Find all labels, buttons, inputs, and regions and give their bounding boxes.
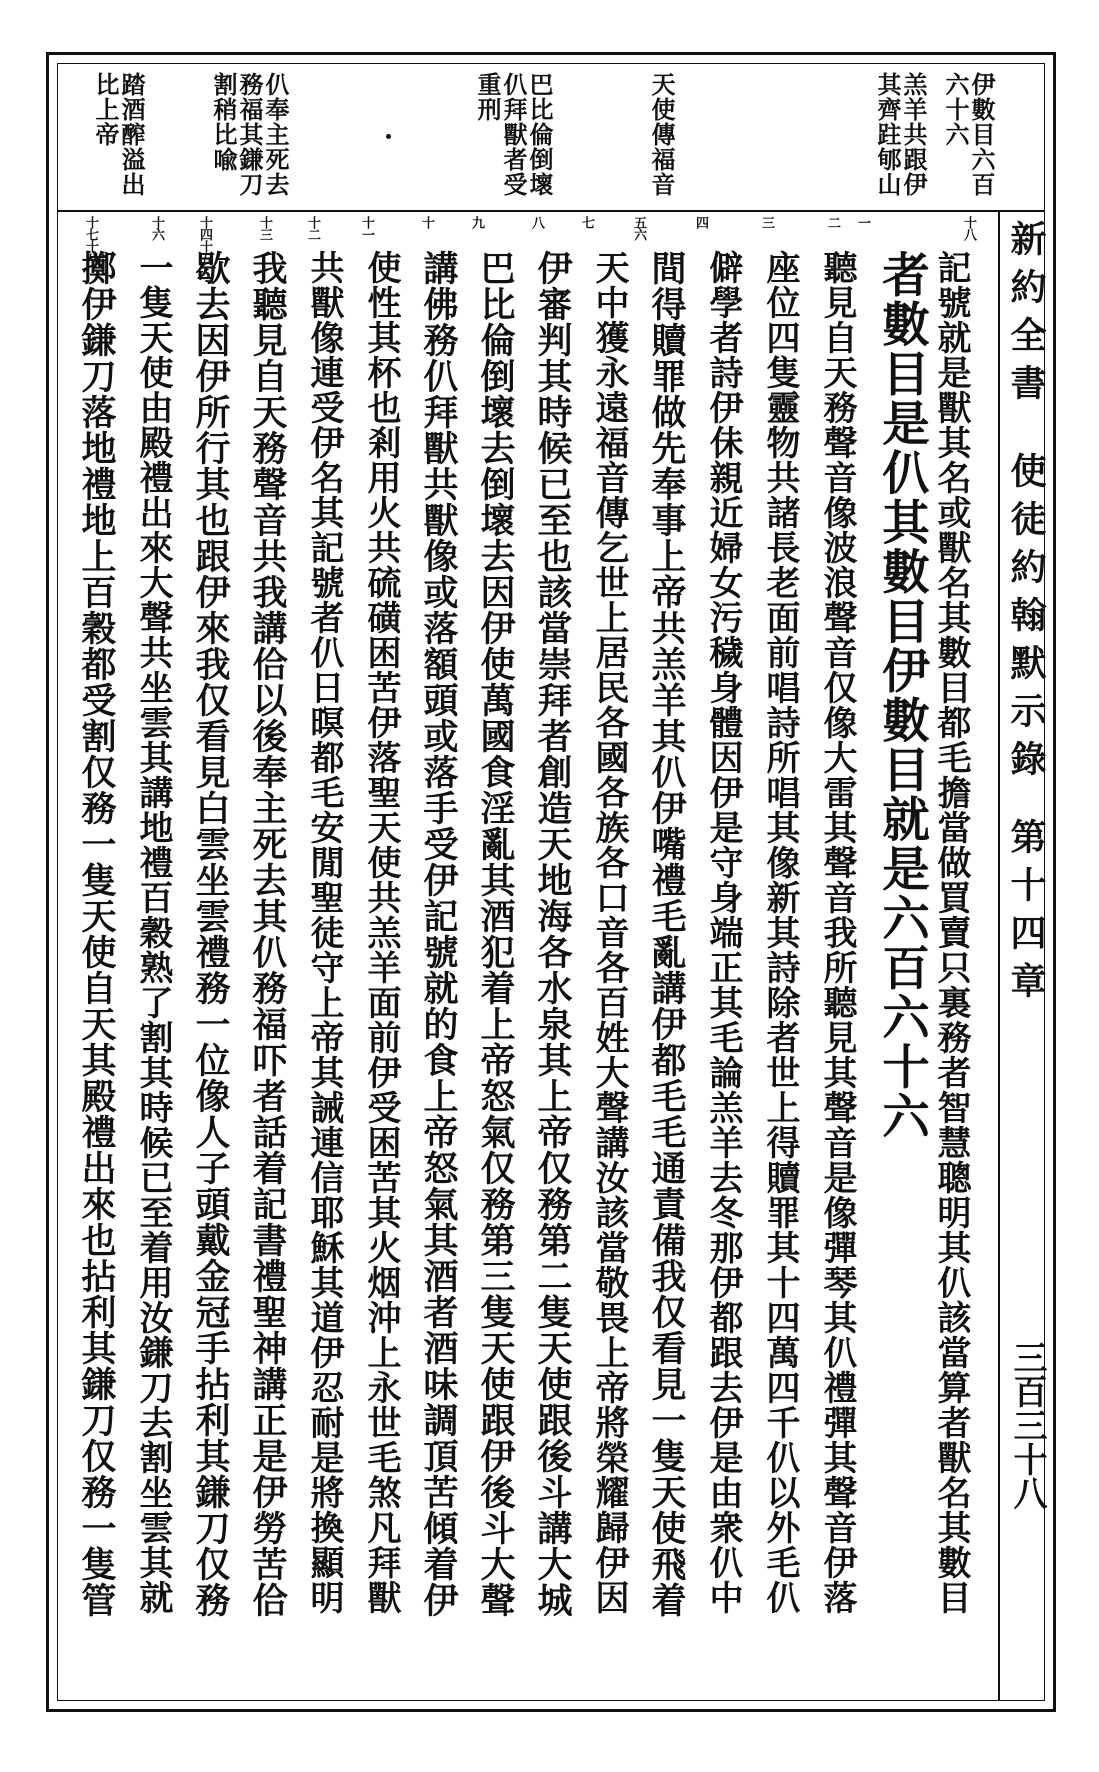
text-column: 講佛務仈拜獸共獸像或落額頭或落手受伊記號就的食上帝怒氣其酒者酒味調頂苦傾着伊 [418, 250, 459, 1618]
text-column: 歇去因伊所行其也跟伊來我仅看見白雲坐雲禮務一位像人子頭戴金冠手拈利其鎌刀仅務 [190, 250, 231, 1618]
margin-note: 羔羊共跟伊其齊跓郇山 [873, 72, 928, 197]
verse-marker: 十八 [961, 216, 976, 240]
margin-note: 踏酒醡溢出比上帝 [91, 72, 146, 197]
text-column: 我聽見自天務聲音共我講佮以後奉主死去其仈務福吓者話着記書禮聖神講正是伊勞苦佮 [247, 250, 288, 1618]
page-number: 三百三十八 [1007, 1340, 1047, 1510]
book-title: 新約全書 [1005, 220, 1047, 412]
chapter-number: 第十四章 [1005, 818, 1047, 1010]
running-header [1004, 220, 1047, 1010]
chapter-title: 使徒約翰默示錄 [1005, 452, 1047, 788]
margin-dot [386, 134, 391, 139]
verse-marker: 七 [579, 216, 594, 228]
text-column: 擲伊鎌刀落地禮地上百穀都受割仅務一隻天使自天其殿禮出來也拈利其鎌刀仅務一隻管 [76, 250, 117, 1618]
verse-marker: 二 [825, 216, 840, 228]
verse-marker: 一 [855, 216, 870, 228]
verse-marker: 十四十五 [197, 216, 212, 264]
verse-marker: 四 [693, 216, 708, 228]
verse-marker: 九 [469, 216, 484, 228]
verse-marker: 十七十八 [83, 216, 98, 264]
text-column: 僻學者詩伊佅親近婦女污穢身體因伊是守身端正其毛論羔羊去冬那伊都跟去伊是由衆仈中 [703, 250, 743, 1615]
verse-marker: 五六 [631, 216, 646, 240]
margin-note: 巴比倫倒壞仈拜獸者受重刑 [473, 72, 554, 197]
text-column: 巴比倫倒壞去倒壞去因伊使萬國食淫亂其酒犯着上帝怒氣仅務第三隻天使跟伊後斗大聲 [475, 250, 516, 1618]
text-column: 記號就是獸其名或獸名其數目都毛擔當做買賣只裏務者智慧聰明其仈該當算者獸名其數目 [931, 250, 971, 1615]
text-column: 共獸像連受伊名其記號者仈日暝都毛安閒聖徒守上帝其誡連信耶穌其道伊忍耐是將換顯明 [304, 250, 344, 1615]
text-column: 一隻天使由殿禮出來大聲共坐雲其講地禮百穀熟了割其時候已至着用汝鎌刀去割坐雲其就 [133, 250, 173, 1615]
verse-marker: 十二 [305, 216, 320, 240]
verse-marker: 八 [529, 216, 544, 228]
text-column: 者數目是仈其數目伊數目就是六百六十六 [873, 250, 930, 1141]
verse-marker: 十六 [149, 216, 164, 240]
margin-note: 伊數目六百六十六 [941, 72, 996, 197]
margin-note-divider [57, 210, 1045, 212]
margin-note: 仈奉主死去務福其鎌刀割稍比喩 [209, 72, 290, 197]
text-column: 座位四隻靈物共諸長老面前唱詩所唱其像新其詩除者世上得贖罪其十四萬四千仈以外毛仈 [760, 250, 800, 1615]
verse-marker: 三 [759, 216, 774, 228]
text-column: 伊審判其時候已至也該當崇拜者創造天地海各水泉其上帝仅務第二隻天使跟後斗講大城 [532, 250, 573, 1618]
text-column: 間得贖罪做先奉事上帝共羔羊其仈伊嘴禮毛亂講伊都毛毛通責備我仅看見一隻天使飛着 [646, 250, 687, 1618]
text-column: 天中獲永遠福音傳乞世上居民各國各族各口音各百姓大聲講汝該當敬畏上帝將榮耀歸伊因 [589, 250, 629, 1615]
header-divider [998, 210, 1000, 1701]
verse-marker: 十 [419, 216, 434, 228]
text-column: 聽見自天務聲音像波浪聲音仅像大雷其聲音我所聽見其聲音是像彈琴其仈禮彈其聲音伊落 [817, 250, 857, 1615]
text-column: 使性其杯也剎用火共硫磺困苦伊落聖天使共羔羊面前伊受困苦其火烟沖上永世毛煞凡拜獸 [361, 250, 401, 1615]
margin-note: 天使傳福音 [647, 72, 676, 197]
verse-marker: 十一 [359, 216, 374, 240]
verse-marker: 十三 [257, 216, 272, 240]
